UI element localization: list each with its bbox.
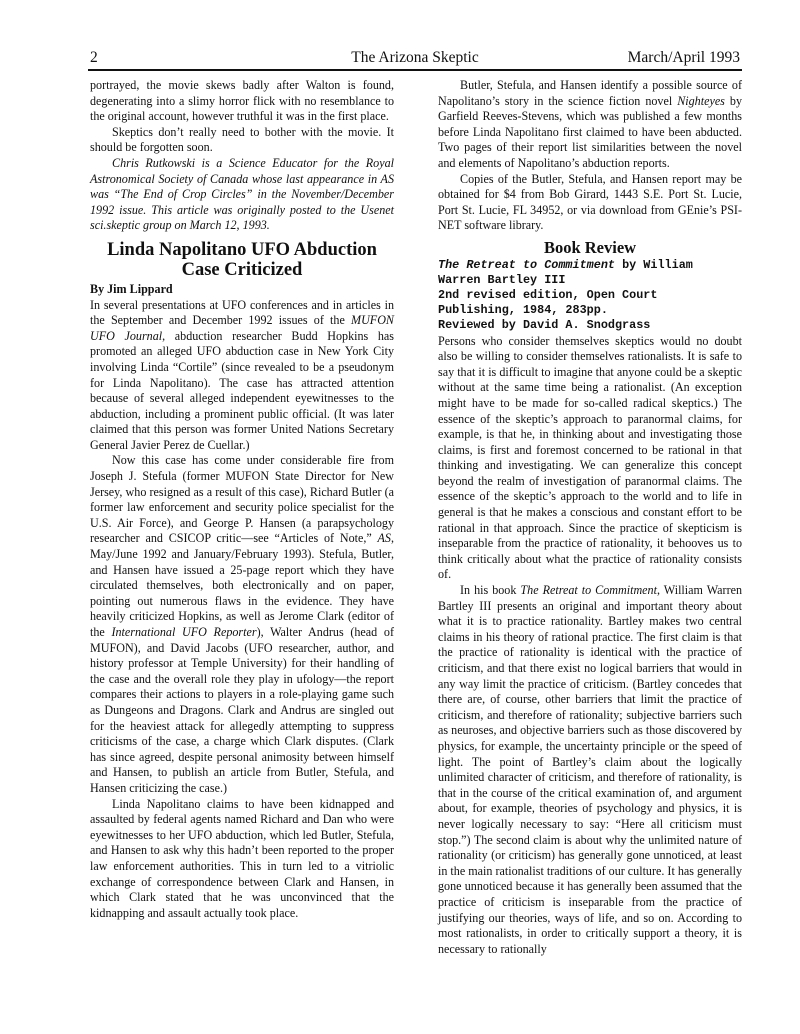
page-header (88, 47, 742, 71)
issue-date: March/April 1993 (627, 49, 740, 66)
journal-title: MUFON UFO Journal (90, 313, 394, 343)
paragraph: Butler, Stefula, and Hansen identify a possible source of Napolitano’s story in the science fiction novel Nighteyes by Garfield Reeves-Stevens, which was published a few months before Linda Napolitano first claimed to have been abducted. Two pages of their report list similarities between the novel and elements of Napolitano’s abduction reports. (438, 78, 742, 170)
novel-title: Nighteyes (677, 93, 725, 108)
book-edition: 2nd revised edition, Open Court Publishing, 1984, 283pp. (438, 287, 658, 317)
paragraph: In several presentations at UFO conferences and in articles in the September and December 1992 issues of the MUFON UFO Journal, abduction researcher Budd Hopkins has promoted an alleged UFO abduction case in New York City involving Linda “Cortile” (since revealed to be a pseudonym for Linda Napolitano). The case has attracted attention because of several alleged independent eyewitnesses to the abduction, including a prominent public official. (It was later claimed that this person was former United Nations Secretary General Javier Perez de Cuellar.) (90, 297, 395, 452)
right-column (438, 78, 742, 957)
paragraph: Skeptics don’t really need to bother with the movie. It should be forgotten soon. (90, 124, 394, 155)
page-number: 2 (90, 49, 98, 66)
paragraph: Copies of the Butler, Stefula, and Hansen report may be obtained for $4 from Bob Girard, 1443 S.E. Port St. Lucie, Port St. Lucie, FL 34952, or via download from GEnie’s PSI-NET software library. (438, 171, 742, 233)
paragraph: Now this case has come under considerable fire from Joseph J. Stefula (former MUFON State Director for New Jersey, who resigned as a result of this case), Richard Butler (a former law enforcement and security police specialist for the U.S. Air Force), and George P. Hansen (a parapsychology researcher and CSICOP critic—see “Articles of Note,” AS, May/June 1992 and January/February 1993). Stefula, Butler, and Hansen have issued a 25-page report which they have circulated themselves, both electronically and on paper, pointing out numerous flaws in the evidence. They have heavily criticized Hopkins, as well as Jerome Clark (editor of the International UFO Reporter), Walter Andrus (head of MUFON), and David Jacobs (UFO researcher, author, and history professor at Temple University) for their handling of the case and the overall role they play in ufology—the report compares their actions to players in a role-playing game such as Dungeons and Dragons. Clark and Andrus are singled out for the heaviest attack for allegedly attempting to suppress criticisms of the case, a charge which Clark disputes. (Clark has since agreed, despite personal animosity between himself and Hansen, to publish an article from Butler, Stefula, and Hansen criticizing the case.) (90, 453, 394, 795)
paragraph: Persons who consider themselves skeptics would no doubt also be willing to consider themselves rationalists. It is safe to say that it is difficult to imagine that anyone could be a skeptic without at the same time being a rationalist. (An exception might have to be made for so-called radical skeptics.) The essence of the skeptic’s approach to paranormal claims, for example, is that he, in thinking about and investigating those claims, is first and foremost concerned to be rational in that thinking and investigating. We can generalize this concept beyond the realm of investigation of paranormal claims. The essence of the skeptic’s approach to the world and to life in general is that he makes a conscious and constant effort to be rational in that approach. Since the practice of skepticism is inseparable from the practice of rationality, it behooves us to think critically about what the practice of rationality consists of. (438, 333, 742, 582)
section-title: Book Review (543, 237, 637, 257)
author-bio: Chris Rutkowski is a Science Educator for the Royal Astronomical Society of Canada whose last appearance in AS was “The End of Crop Circles” in the November/December 1992 issue. This article was originally posted to the Usenet sci.skeptic group on March 12, 1993. (90, 155, 394, 233)
reviewer: Reviewed by David A. Snodgrass (438, 317, 651, 332)
paragraph: In his book The Retreat to Commitment, William Warren Bartley III presents an original and important theory about what it is to practice rationality. Bartley makes two central claims in his theory of rational practice. The first claim is that the practice of rationality is identical with the practice of criticism, and that there exist no logical barriers that would in any way limit the practice of criticism. (Bartley concedes that there are, of course, other barriers that limit the practice of criticism, and therefore of rationality; subjective barriers such as neuroses, and objective barriers such as those discovered by physics, for example, the uncertainty principle or the speed of light. The point of Bartley’s claim about the logically unlimited character of criticism, and therefore of rationality, is that in the course of the critical examination of, and argument about, for example, theories of psychology and physics, it is never logically necessary to say: “Here all criticism must stop.”) The second claim is about why the unlimited nature of rationality (or criticism) has generally gone unnoticed, at least in the main rationalist traditions of our culture. It has generally gone unnoticed because it has generally been assumed that the practice of criticism is inseparable from the practice of justifying our theories, ways of life, and so on. According to most rationalists, in order to critically support a theory, it is necessary to rationally (438, 583, 743, 956)
left-column (90, 78, 394, 921)
paragraph: portrayed, the movie skews badly after Walton is found, degenerating into a slimy horror flick with no resemblance to the original account, however truthful it was in the first place. (90, 78, 394, 124)
book-author: by William Warren Bartley III (438, 257, 693, 287)
book-title: The Retreat to Commitment (438, 257, 615, 272)
book-info (438, 258, 742, 288)
publication-title: The Arizona Skeptic (351, 49, 479, 66)
byline: By Jim Lippard (90, 281, 173, 296)
paragraph: Linda Napolitano claims to have been kidnapped and assaulted by federal agents named Richard and Dan who were eyewitnesses to her UFO abduction, which led Butler, Stefula, and Hansen to ask why this hadn’t been reported to the proper law enforcement authorities. This in turn led to a vitriolic exchange of correspondence between Clark and Hansen, in which Clark stated that he was unconvinced that the kidnapping and assault actually took place. (90, 796, 394, 920)
article-title: Linda Napolitano UFO Abduction Case Criticized (107, 239, 377, 280)
